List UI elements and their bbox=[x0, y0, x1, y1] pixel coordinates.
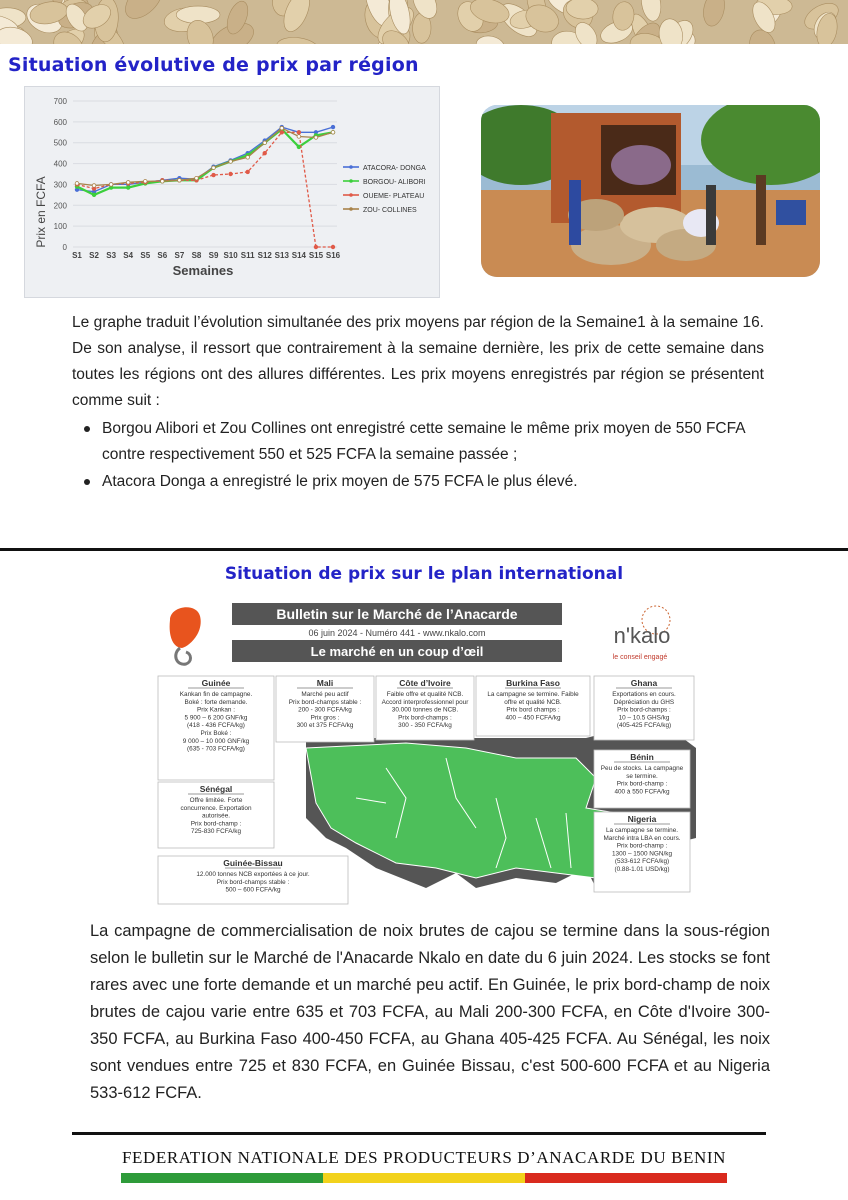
nkalo-logo-text: n'kalo bbox=[613, 623, 671, 648]
country-detail-line: 5 900 – 6 200 GNF/kg bbox=[184, 714, 248, 722]
section-title-regional-prices: Situation évolutive de prix par région bbox=[8, 54, 419, 76]
country-detail-line: Prix Boké : bbox=[200, 730, 232, 737]
cashew-nuts-image bbox=[0, 0, 848, 44]
country-box bbox=[276, 676, 374, 742]
country-name: Sénégal bbox=[199, 784, 233, 794]
international-analysis-paragraph: La campagne de commercialisation de noix brutes de cajou se termine dans la sous-région selon le bulletin sur le Marché de l'Anacarde Nkalo en date du 6 juin 2024. Les stocks se font rares avec une forte demande et un marché peu actif. En Guinée, le prix bord-champ de noix brutes de cajou varie entre 635 et 703 FCFA, au Mali 200-300 FCFA, en Côte d'Ivoire 300-350 FCFA, au Burkina Faso 400-450 FCFA, au Ghana 405-425 FCFA. Au Sénégal, les noix sont vendues entre 725 et 830 FCFA, en Guinée Bissau, c'est 500-600 FCFA et au Nigeria 533-612 FCFA. bbox=[90, 922, 770, 1102]
cashew-sacks-photo bbox=[481, 105, 820, 277]
chart-data-point bbox=[280, 130, 284, 134]
country-detail-line: concurrence. Exportation bbox=[180, 804, 252, 812]
chart-y-tick-label: 600 bbox=[53, 117, 67, 127]
country-detail-line: se termine. bbox=[626, 772, 658, 780]
country-detail-line: 400 – 450 FCFA/kg bbox=[505, 714, 561, 722]
chart-data-point bbox=[331, 125, 335, 129]
chart-y-axis-label: Prix en FCFA bbox=[34, 176, 48, 248]
chart-data-point bbox=[126, 186, 130, 190]
chart-data-point bbox=[314, 136, 318, 140]
country-box bbox=[594, 750, 690, 808]
country-detail-line: Exportations en cours. bbox=[612, 691, 676, 698]
cashew-apple-icon bbox=[170, 607, 201, 664]
country-detail-line: Prix bord-champs stable : bbox=[288, 698, 362, 706]
country-detail-line: 12.000 tonnes NCB exportées à ce jour. bbox=[196, 871, 310, 878]
chart-legend-marker bbox=[349, 179, 353, 183]
chart-x-tick-label: S16 bbox=[325, 251, 341, 260]
country-detail-line: 725-830 FCFA/kg bbox=[190, 828, 242, 836]
chart-x-tick-label: S12 bbox=[257, 251, 272, 260]
regional-price-bullets bbox=[72, 416, 764, 496]
chart-data-point bbox=[229, 160, 233, 164]
chart-data-point bbox=[126, 181, 130, 185]
country-name: Ghana bbox=[630, 678, 658, 688]
flag-green bbox=[121, 1173, 323, 1183]
chart-data-point bbox=[314, 245, 318, 249]
chart-x-tick-label: S1 bbox=[72, 251, 82, 260]
section-divider bbox=[0, 548, 848, 551]
chart-x-tick-label: S4 bbox=[123, 251, 134, 260]
country-detail-line: Prix gros : bbox=[310, 714, 340, 722]
country-detail-line: Faible offre et qualité NCB. bbox=[386, 691, 464, 698]
chart-data-point bbox=[297, 135, 301, 139]
chart-svg bbox=[25, 87, 439, 297]
chart-x-tick-label: S11 bbox=[240, 251, 255, 260]
chart-x-tick-label: S5 bbox=[140, 251, 151, 260]
chart-data-point bbox=[297, 130, 301, 134]
country-box bbox=[594, 676, 694, 740]
country-detail-line: 1300 – 1500 NGN/kg bbox=[611, 850, 673, 858]
chart-data-point bbox=[143, 180, 147, 184]
country-detail-line: Prix bord-champ : bbox=[616, 842, 668, 850]
flag-red bbox=[525, 1173, 727, 1183]
country-detail-line: 10 – 10.5 GHS/kg bbox=[618, 714, 670, 722]
chart-data-point bbox=[246, 170, 250, 174]
chart-y-tick-label: 500 bbox=[53, 138, 67, 148]
benin-flag-stripe bbox=[121, 1173, 727, 1183]
country-detail-line: Accord interprofessionnel pour bbox=[381, 698, 469, 706]
chart-data-point bbox=[331, 245, 335, 249]
chart-data-point bbox=[212, 166, 216, 170]
country-detail-line: Marché intra LBA en cours. bbox=[603, 834, 681, 842]
country-detail-line: Prix Kankan : bbox=[196, 706, 236, 714]
bulletin-header: Bulletin sur le Marché de l’Anacarde bbox=[276, 606, 518, 622]
country-detail-line: Prix bord-champ : bbox=[190, 820, 242, 828]
country-detail-line: (0.88-1.01 USD/kg) bbox=[614, 866, 670, 873]
regional-price-chart bbox=[24, 86, 440, 298]
chart-data-point bbox=[263, 141, 267, 145]
chart-data-point bbox=[178, 178, 182, 182]
chart-legend-label: BORGOU- ALIBORI bbox=[363, 179, 426, 186]
flag-yellow bbox=[323, 1173, 525, 1183]
bullet-item: Borgou Alibori et Zou Collines ont enregistré cette semaine le même prix moyen de 550 FCFA contre respectivement 550 et 525 FCFA la semaine passée ; bbox=[72, 416, 764, 468]
country-name: Burkina Faso bbox=[506, 678, 560, 688]
chart-x-tick-label: S15 bbox=[308, 251, 324, 260]
country-detail-line: 500 – 600 FCFA/kg bbox=[225, 886, 281, 894]
country-detail-line: 9 000 – 10 000 GNF/kg bbox=[182, 737, 250, 745]
chart-legend-marker bbox=[349, 165, 353, 169]
country-detail-line: La campagne se termine. Faible bbox=[487, 691, 579, 698]
chart-x-axis-label: Semaines bbox=[172, 263, 234, 278]
footer-rule bbox=[72, 1132, 766, 1135]
chart-data-point bbox=[246, 156, 250, 160]
country-detail-line: offre et qualité NCB. bbox=[504, 698, 562, 706]
chart-data-point bbox=[92, 184, 96, 188]
chart-y-tick-label: 100 bbox=[53, 222, 67, 232]
chart-legend-label: OUEME- PLATEAU bbox=[363, 193, 425, 200]
chart-data-point bbox=[297, 145, 301, 149]
country-box bbox=[158, 782, 274, 848]
chart-x-tick-label: S7 bbox=[174, 251, 185, 260]
country-detail-line: Prix bord-champ : bbox=[616, 780, 668, 788]
country-detail-line: Boké : forte demande. bbox=[184, 698, 248, 706]
chart-data-point bbox=[109, 183, 113, 187]
country-detail-line: (405-425 FCFA/kg) bbox=[616, 722, 672, 730]
chart-legend-marker bbox=[349, 207, 353, 211]
country-name: Nigeria bbox=[627, 814, 657, 824]
regional-analysis-paragraph: Le graphe traduit l’évolution simultanée des prix moyens par région de la Semaine1 à la semaine 16. De son analyse, il ressort que contrairement à la semaine dernière, les prix de cette semaine dans toutes les régions ont des allures différentes. Les prix moyens enregistrés par région se présentent comme suit : bbox=[72, 314, 764, 409]
chart-y-tick-label: 700 bbox=[53, 97, 67, 106]
country-box bbox=[158, 856, 348, 904]
country-box bbox=[594, 812, 690, 892]
country-name: Côte d’Ivoire bbox=[399, 678, 451, 688]
chart-data-point bbox=[280, 126, 284, 130]
country-detail-line: Prix bord-champs : bbox=[617, 706, 671, 714]
chart-data-point bbox=[212, 173, 216, 177]
chart-y-tick-label: 200 bbox=[53, 201, 67, 211]
bulletin-subheader: 06 juin 2024 - Numéro 441 - www.nkalo.com bbox=[308, 628, 486, 638]
country-detail-line: (635 - 703 FCFA/kg) bbox=[187, 745, 245, 753]
cashew-nuts-banner bbox=[0, 0, 848, 44]
federation-name: FEDERATION NATIONALE DES PRODUCTEURS D’ANACARDE DU BENIN bbox=[121, 1148, 727, 1167]
chart-x-tick-label: S3 bbox=[106, 251, 117, 260]
market-photo-illustration bbox=[481, 105, 820, 277]
chart-data-point bbox=[92, 193, 96, 197]
nkalo-tagline: le conseil engagé bbox=[612, 654, 668, 661]
bullet-item: Atacora Donga a enregistré le prix moyen de 575 FCFA le plus élevé. bbox=[72, 469, 764, 495]
bulletin-svg bbox=[156, 598, 696, 906]
country-box bbox=[158, 676, 274, 780]
country-detail-line: 200 - 300 FCFA/kg bbox=[298, 706, 352, 714]
country-detail-line: Peu de stocks. La campagne bbox=[600, 765, 684, 772]
country-detail-line: Prix bord champs : bbox=[506, 706, 560, 714]
chart-data-point bbox=[229, 172, 233, 176]
chart-y-tick-label: 0 bbox=[62, 243, 67, 252]
chart-x-tick-label: S6 bbox=[157, 251, 168, 260]
country-detail-line: autorisée. bbox=[201, 812, 231, 820]
chart-legend-label: ZOU- COLLINES bbox=[363, 207, 417, 214]
chart-x-tick-label: S10 bbox=[223, 251, 238, 260]
section-title-international-prices: Situation de prix sur le plan international bbox=[224, 564, 624, 584]
chart-legend-marker bbox=[349, 193, 353, 197]
country-detail-line: Prix bord-champs : bbox=[398, 714, 452, 722]
chart-x-tick-label: S13 bbox=[274, 251, 289, 260]
nkalo-logo bbox=[613, 606, 671, 661]
country-detail-line: 30.000 tonnes de NCB. bbox=[391, 706, 459, 714]
country-detail-line: Prix bord-champs stable : bbox=[216, 878, 290, 886]
country-box bbox=[376, 676, 474, 740]
country-detail-line: La campagne se termine. bbox=[605, 827, 679, 834]
country-detail-line: 400 à 550 FCFA/kg bbox=[614, 788, 670, 796]
chart-data-point bbox=[263, 151, 267, 155]
chart-y-tick-label: 300 bbox=[53, 180, 67, 190]
nkalo-bulletin bbox=[156, 598, 696, 906]
country-detail-line: Offre limitée. Forte bbox=[189, 797, 243, 804]
chart-x-tick-label: S14 bbox=[291, 251, 306, 260]
chart-legend-label: ATACORA- DONGA bbox=[363, 165, 426, 172]
chart-data-point bbox=[75, 182, 79, 186]
chart-data-point bbox=[331, 130, 335, 134]
chart-y-tick-label: 400 bbox=[53, 159, 67, 169]
country-detail-line: 300 et 375 FCFA/kg bbox=[296, 722, 354, 730]
chart-data-point bbox=[161, 180, 165, 184]
country-name: Guinée-Bissau bbox=[223, 858, 283, 868]
chart-x-tick-label: S2 bbox=[89, 251, 99, 260]
chart-x-tick-label: S9 bbox=[208, 251, 219, 260]
country-detail-line: (533-612 FCFA/kg) bbox=[614, 858, 670, 866]
bulletin-subtitle: Le marché en un coup d’œil bbox=[310, 644, 484, 659]
country-name: Guinée bbox=[201, 678, 231, 688]
country-detail-line: Dépréciation du GHS bbox=[613, 698, 675, 706]
country-detail-line: (418 - 436 FCFA/kg) bbox=[187, 722, 245, 730]
chart-x-tick-label: S8 bbox=[191, 251, 202, 260]
chart-data-point bbox=[195, 176, 199, 180]
country-name: Mali bbox=[316, 678, 334, 688]
country-name: Bénin bbox=[630, 752, 654, 762]
country-detail-line: 300 - 350 FCFA/kg bbox=[398, 722, 452, 730]
country-detail-line: Kankan fin de campagne. bbox=[179, 691, 253, 698]
country-box bbox=[476, 676, 590, 736]
country-detail-line: Marché peu actif bbox=[301, 691, 349, 698]
